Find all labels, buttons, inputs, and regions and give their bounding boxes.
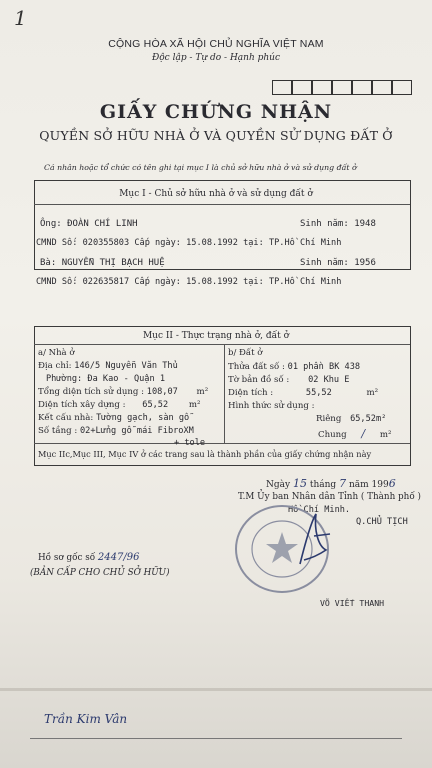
- signer-title: Q.CHỦ TỊCH: [356, 517, 408, 527]
- land-map-row: Tờ bản đồ số : 02 Khu E: [228, 375, 350, 385]
- signing-year-digit: 6: [388, 477, 396, 490]
- signature-scribble: [296, 510, 336, 570]
- owner1-id: 020355803: [82, 238, 130, 248]
- bottom-line: [30, 738, 402, 739]
- house-built-area: 65,52: [142, 400, 169, 410]
- certificate-title: GIẤY CHỨNG NHẬN: [99, 101, 333, 123]
- owner2-id-row: CMND Số: 022635817 Cấp ngày: 15.08.1992 tại: TP.Hồ Chí Minh: [36, 277, 342, 287]
- signing-month: 7: [339, 477, 347, 490]
- owner2-id: 022635817: [82, 277, 130, 287]
- house-floors: 02+Lửng gỗ mái FibroXM: [80, 426, 194, 436]
- intro-text: Cá nhân hoặc tổ chức có tên ghi tại mục I là chủ sở hữu nhà ở và sử dụng đất ở: [44, 163, 357, 172]
- certificate-subtitle: QUYỀN SỞ HỮU NHÀ Ở VÀ QUYỀN SỬ DỤNG ĐẤT Ở: [39, 128, 393, 143]
- committee-label: T.M Ủy ban Nhân dân Tỉnh ( Thành phố ): [238, 492, 421, 502]
- house-ward: Phường: Đa Kao - Quận 1: [46, 374, 165, 384]
- house-floors-row: Số tầng : 02+Lửng gỗ mái FibroXM: [38, 426, 194, 436]
- owner1-birth: 1948: [354, 219, 376, 229]
- owner2-birth: 1956: [354, 258, 376, 268]
- original-file-number: 2447/96: [97, 552, 140, 563]
- house-floors-extra: + tole: [174, 438, 206, 448]
- signer-name: VÕ VIẾT THANH: [320, 598, 385, 608]
- owner1-name-row: [40, 219, 138, 229]
- section-2-heading: Mục II - Thực trạng nhà ở, đất ở: [142, 331, 290, 341]
- page-fold: [0, 688, 432, 691]
- corner-mark: 1: [14, 6, 27, 30]
- land-map: 02 Khu E: [308, 375, 350, 385]
- section-1-heading: Mục I - Chủ sở hữu nhà ở và sử dụng đất ở: [119, 189, 313, 199]
- signing-date: Ngày 15 tháng 7 năm 1996: [266, 477, 396, 490]
- owner2-name-row: Bà: NGUYỄN THỊ BẠCH HUỆ: [40, 258, 165, 268]
- land-shared: /: [361, 427, 366, 440]
- house-structure-row: Kết cấu nhà: Tường gạch, sàn gỗ: [38, 413, 190, 423]
- owner2-name: NGUYỄN THỊ BẠCH HUỆ: [61, 258, 165, 268]
- land-usage-label: Hình thức sử dụng :: [228, 401, 315, 411]
- land-plot: 01 phần BK 438: [287, 362, 361, 372]
- house-total-area-row: Tổng diện tích sử dụng : 108,07 m²: [38, 387, 209, 397]
- house-total-area: 108,07: [146, 387, 178, 397]
- original-file-row: Hồ sơ gốc số 2447/96: [38, 552, 140, 563]
- land-area: 55,52: [305, 388, 332, 398]
- land-plot-row: Thửa đất số : 01 phần BK 438: [228, 362, 361, 372]
- house-label: a/ Nhà ở: [38, 348, 75, 358]
- land-private: 65,52m²: [350, 414, 387, 424]
- owner1-name-label: Ông:: [40, 219, 62, 229]
- house-structure: Tường gạch, sàn gỗ: [96, 413, 190, 423]
- owner2-issued: 15.08.1992: [186, 277, 238, 287]
- land-private-row: Riêng 65,52m²: [316, 414, 387, 424]
- owner1-place: TP.Hồ Chí Minh: [268, 238, 342, 248]
- committee-city: Hồ Chí Minh.: [288, 505, 351, 515]
- motto: Độc lập - Tự do - Hạnh phúc: [151, 53, 281, 63]
- owner1-name: ĐOÀN CHÍ LINH: [67, 219, 138, 229]
- section-note: Mục IIc,Mục III, Mục IV ở các trang sau là thành phần của giấy chứng nhận này: [38, 449, 372, 459]
- signing-day: 15: [292, 477, 307, 490]
- owner1-birth-row: Sinh năm: 1948: [300, 219, 376, 229]
- owner2-birth-row: Sinh năm: 1956: [300, 258, 376, 268]
- republic-header: CỘNG HÒA XÃ HỘI CHỦ NGHĨA VIỆT NAM: [108, 38, 324, 50]
- house-address: 146/5 Nguyễn Văn Thủ: [74, 361, 178, 371]
- land-label: b/ Đất ở: [228, 348, 263, 358]
- owner1-issued: 15.08.1992: [186, 238, 238, 248]
- land-shared-row: Chung / m²: [318, 427, 392, 440]
- owner2-place: TP.Hồ Chí Minh: [268, 277, 342, 287]
- owner1-id-row: CMND Số: 020355803 Cấp ngày: 15.08.1992 tại: TP.Hồ Chí Minh: [36, 238, 342, 248]
- bottom-handwritten-name: Trần Kim Vân: [44, 712, 128, 726]
- land-area-row: Diện tích : 55,52 m²: [228, 388, 379, 398]
- house-address-row: Địa chỉ: 146/5 Nguyễn Văn Thủ: [38, 361, 178, 371]
- house-built-area-row: Diện tích xây dựng : 65,52 m²: [38, 400, 201, 410]
- owner-copy-note: (BẢN CẤP CHO CHỦ SỞ HỮU): [30, 568, 170, 578]
